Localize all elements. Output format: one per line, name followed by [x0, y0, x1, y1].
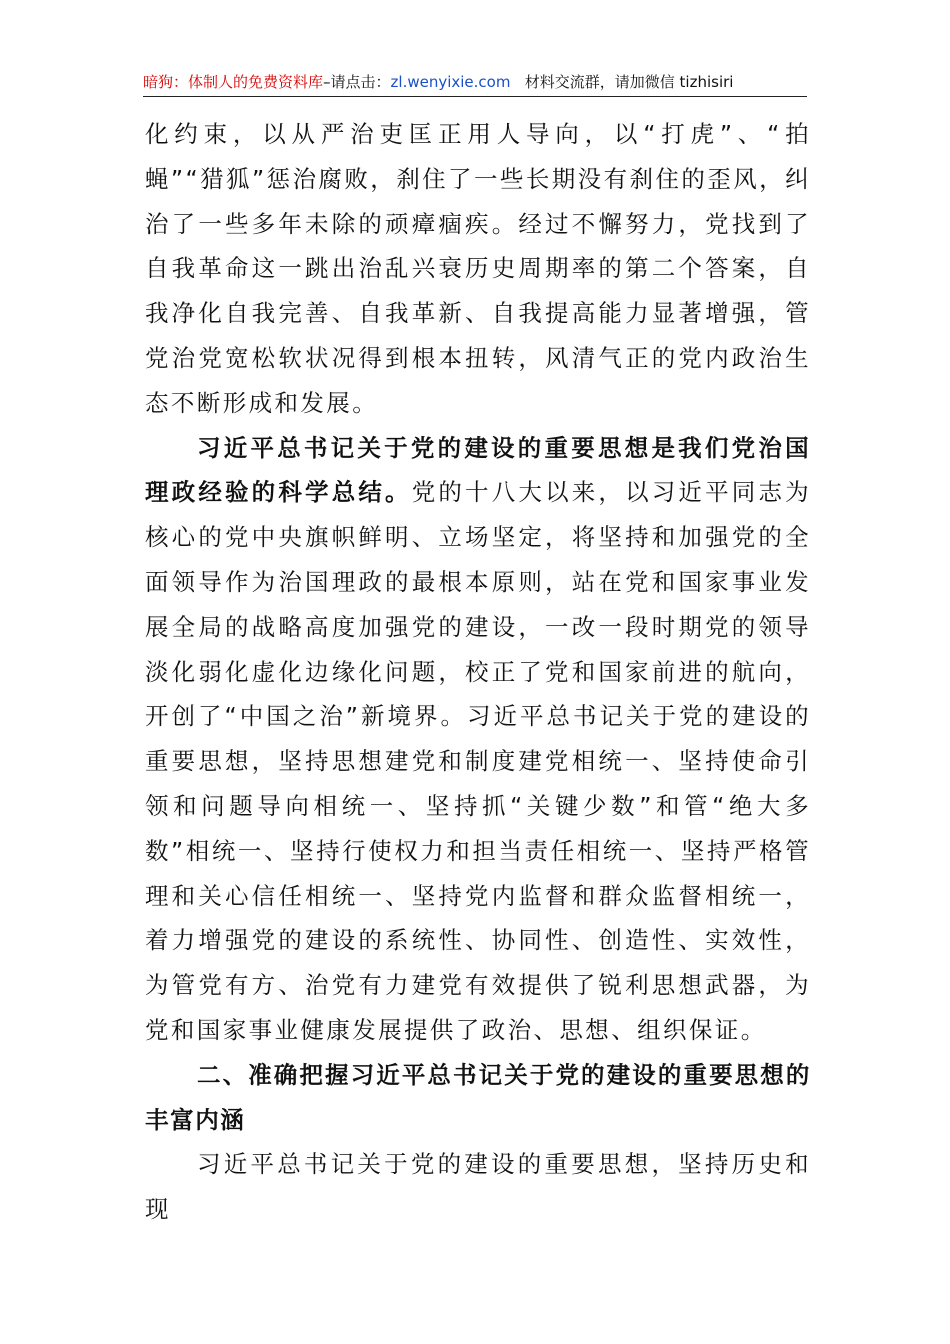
paragraph-2: [145, 426, 811, 1053]
header-url-link[interactable]: zl.wenyixie.com: [390, 73, 511, 91]
header-wechat-group: [510, 73, 733, 91]
paragraph-2-bold-lead: 习近平总书记关于党的建设的重要思想是我们党治国理政经验的科学总结。: [145, 433, 811, 507]
paragraph-1: 化约束，以从严治吏匡正用人导向，以“打虎”、“拍蝇”“猎狐”惩治腐败，刹住了一些长期没有刹住的歪风，纠治了一些多年未除的顽瘴痼疾。经过不懈努力，党找到了自我革命这一跳出治乱兴衰历史周期率的第二个答案，自我净化自我完善、自我革新、自我提高能力显著增强，管党治党宽松软状况得到根本扭转，风清气正的党内政治生态不断形成和发展。: [145, 120, 811, 417]
paragraph-2-text: 党的十八大以来，以习近平同志为核心的党中央旗帜鲜明、立场坚定，将坚持和加强党的全面领导作为治国理政的最根本原则，站在党和国家事业发展全局的战略高度加强党的建设，一改一段时期党的领导淡化弱化虚化边缘化问题，校正了党和国家前进的航向，开创了“中国之治”新境界。习近平总书记关于党的建设的重要思想，坚持思想建党和制度建党相统一、坚持使命引领和问题导向相统一、坚持抓“关键少数”和管“绝大多数”相统一、坚持行使权力和担当责任相统一、坚持严格管理和关心信任相统一、坚持党内监督和群众监督相统一，着力增强党的建设的系统性、协同性、创造性、实效性，为管党有方、治党有力建党有效提供了锐利思想武器，为党和国家事业健康发展提供了政治、思想、组织保证。: [145, 478, 812, 1044]
section-heading-2: 二、准确把握习近平总书记关于党的建设的重要思想的丰富内涵: [145, 1060, 811, 1134]
header-site-name: 暗狗：体制人的免费资料库: [143, 73, 324, 91]
header-group-text: 材料交流群，请加微信 tizhisiri: [524, 73, 734, 91]
page-header: [143, 68, 807, 97]
header-click-prompt: –请点击：: [323, 73, 391, 91]
paragraph-3: 习近平总书记关于党的建设的重要思想，坚持历史和现: [145, 1150, 811, 1224]
document-body: [145, 112, 811, 1232]
